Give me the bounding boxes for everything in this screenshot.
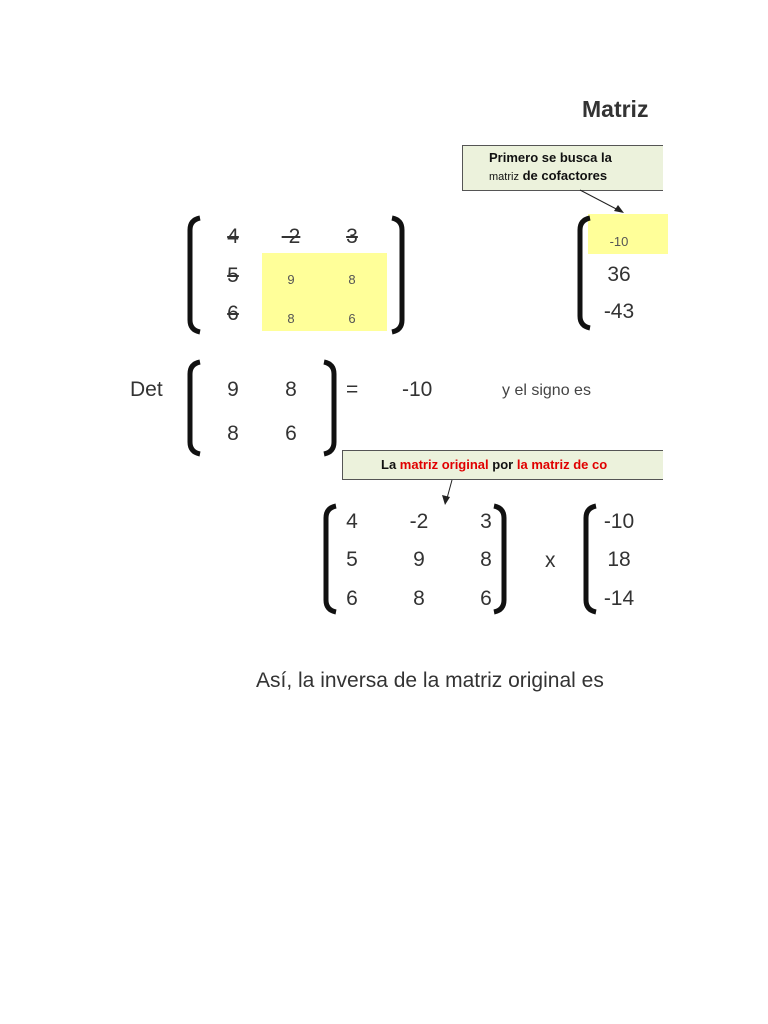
minor-cell-1-3: 3 — [346, 225, 358, 248]
det-equals: = — [346, 378, 359, 401]
callout-mid-part1: La — [381, 457, 397, 472]
det-result: -10 — [402, 378, 433, 401]
times-sign: x — [545, 549, 556, 572]
minor-highlight-1: 9 — [287, 272, 295, 287]
orig-cell-1-1: 4 — [346, 510, 358, 533]
orig-cell-3-3: 6 — [480, 587, 492, 610]
det-cell-1-2: 8 — [285, 378, 297, 401]
page-title: Matriz — [582, 96, 649, 122]
det-cell-2-1: 8 — [227, 422, 239, 445]
minor-highlight-3: 8 — [287, 311, 295, 326]
orig-cell-1-3: 3 — [480, 510, 492, 533]
callout-line-1: Primero se busca la — [489, 150, 612, 165]
sign-text: y el signo es — [502, 382, 591, 399]
orig-cell-3-1: 6 — [346, 587, 358, 610]
minor-cell-2-1: 5 — [227, 264, 239, 287]
conclusion-text: Así, la inversa de la matriz original es — [256, 669, 604, 692]
cofactor2-cell-3: -14 — [603, 587, 635, 610]
orig-cell-1-2: -2 — [409, 510, 429, 533]
minor-cell-1-2: -2 — [281, 225, 301, 248]
minor-highlight-2: 8 — [348, 272, 356, 287]
minor-cell-1-1: 4 — [227, 225, 239, 248]
minor-highlight-4: 6 — [348, 311, 356, 326]
orig-cell-3-2: 8 — [413, 587, 425, 610]
cofactor2-cell-1: -10 — [603, 510, 635, 533]
cofactor-cell-1: -10 — [609, 234, 629, 249]
cofactor-cell-2: 36 — [607, 263, 631, 286]
det-cell-1-1: 9 — [227, 378, 239, 401]
minor-cell-3-1: 6 — [227, 302, 239, 325]
det-cell-2-2: 6 — [285, 422, 297, 445]
orig-cell-2-2: 9 — [413, 548, 425, 571]
orig-cell-2-3: 8 — [480, 548, 492, 571]
cofactor-cell-3: -43 — [603, 300, 635, 323]
cofactor2-cell-2: 18 — [607, 548, 631, 571]
callout-mid-part2: matriz original — [399, 457, 489, 472]
det-label: Det — [130, 378, 163, 401]
callout-mid-part3: por — [492, 457, 514, 472]
callout-line-2-rest: de cofactores — [522, 168, 608, 183]
callout-line-2-small: matriz — [489, 171, 519, 183]
orig-cell-2-1: 5 — [346, 548, 358, 571]
callout-mid-part4: la matriz de co — [516, 457, 608, 472]
